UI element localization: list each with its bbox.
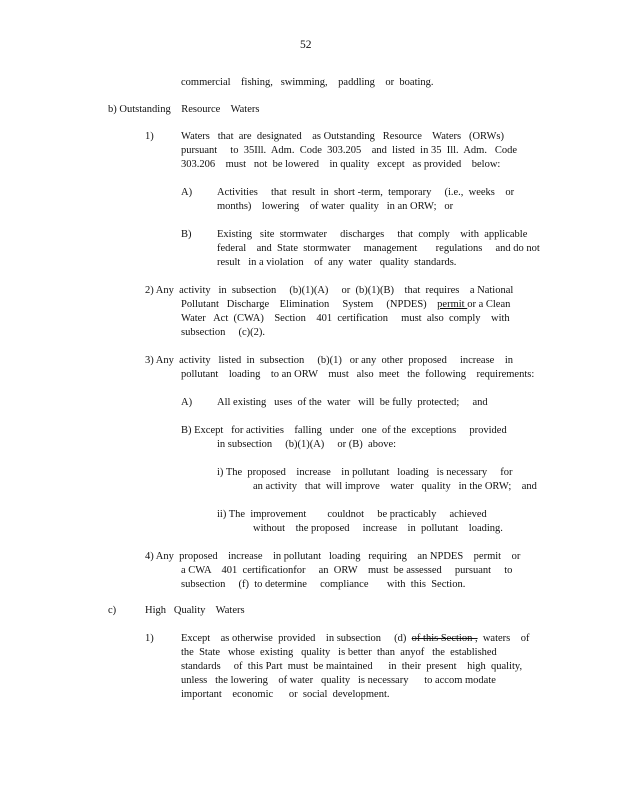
page-number: 52	[300, 39, 312, 51]
item-b3b-line: B) Except for activities falling under one of the exceptions provided	[181, 425, 507, 436]
item-b3b-line: in subsection (b)(1)(A) or (B) above:	[217, 439, 397, 450]
item-b1b-line: Existing site stormwater discharges that comply with applicable	[217, 229, 528, 240]
item-c1-line: unless the lowering of water quality is necessary to accom modate	[181, 675, 496, 686]
item-b1b-line: result in a violation of any water quality standards.	[217, 257, 457, 268]
item-c1-text: Except as otherwise provided in subsection (d)	[181, 633, 412, 644]
section-b-heading: b) Outstanding Resource Waters	[108, 104, 260, 115]
item-b2-line: 2) Any activity in subsection (b)(1)(A) or (b)(1)(B) that requires a National	[145, 285, 514, 296]
item-b4-line: 4) Any proposed increase in pollutant loading requiring an NPDES permit or	[145, 551, 521, 562]
item-b3i-line: i) The proposed increase in pollutant loading is necessary for	[217, 467, 513, 478]
item-b3ii-line: ii) The improvement couldnot be practicably achieved	[217, 509, 487, 520]
item-b1b-marker: B)	[181, 229, 192, 240]
item-b3i-line: an activity that will improve water quality in the ORW; and	[253, 481, 537, 492]
item-b2-line: subsection (c)(2).	[181, 327, 265, 338]
top-line: commercial fishing, swimming, paddling or boating.	[181, 77, 434, 88]
item-b2-text: Pollutant Discharge Elimination System (NPDES)	[181, 299, 438, 310]
permit-underlined: permit	[437, 299, 468, 310]
item-c1-line: important economic or social development.	[181, 689, 390, 700]
section-c-marker: c)	[108, 605, 117, 616]
item-b3a-marker: A)	[181, 397, 193, 408]
item-b1a-line: Activities that result in short -term, temporary (i.e., weeks or	[217, 187, 515, 198]
item-b1-line: 303.206 must not be lowered in quality except as provided below:	[181, 159, 501, 170]
item-b1b-line: federal and State stormwater management regulations and do not	[217, 243, 540, 254]
section-c-heading: High Quality Waters	[145, 605, 245, 616]
item-c1-marker: 1)	[145, 633, 154, 644]
item-b2-line: Water Act (CWA) Section 401 certification must also comply with	[181, 313, 510, 324]
item-b3-line: 3) Any activity listed in subsection (b)(1) or any other proposed increase in	[145, 355, 514, 366]
item-b1a-line: months) lowering of water quality in an ORW; or	[217, 201, 454, 212]
item-b4-line: a CWA 401 certificationfor an ORW must be assessed pursuant to	[181, 565, 513, 576]
struck-text: of this Section ,	[411, 633, 478, 644]
item-c1-line: standards of this Part must be maintained in their present high quality,	[181, 661, 523, 672]
item-b4-line: subsection (f) to determine compliance with this Section.	[181, 579, 466, 590]
item-b3a-line: All existing uses of the water will be fully protected; and	[217, 397, 488, 408]
item-c1-line: the State whose existing quality is better than anyof the established	[181, 647, 497, 658]
item-b1-marker: 1)	[145, 131, 154, 142]
item-c1-line	[181, 632, 530, 646]
item-b3-line: pollutant loading to an ORW must also meet the following requirements:	[181, 369, 535, 380]
item-b1-line: Waters that are designated as Outstanding Resource Waters (ORWs)	[181, 131, 504, 142]
item-b1-line: pursuant to 35Ill. Adm. Code 303.205 and listed in 35 Ill. Adm. Code	[181, 145, 517, 156]
item-b2-line	[181, 298, 510, 312]
item-c1-text: waters of	[477, 633, 530, 644]
item-b3ii-line: without the proposed increase in pollutant loading.	[253, 523, 503, 534]
item-b1a-marker: A)	[181, 187, 193, 198]
item-b2-text: or a Clean	[467, 299, 511, 310]
